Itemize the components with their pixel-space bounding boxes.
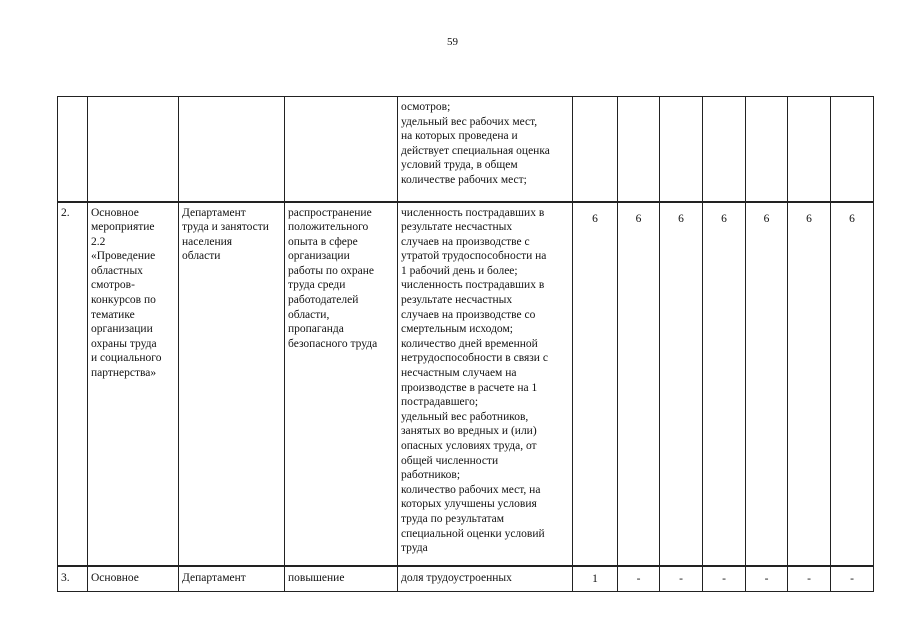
indicator-line: результате несчастных bbox=[401, 221, 513, 234]
value: - bbox=[636, 572, 641, 585]
row-number: 2. bbox=[61, 206, 70, 219]
indicator-line: работников; bbox=[401, 469, 461, 482]
indicator-line: труда по результатам bbox=[401, 512, 505, 525]
content-line: безопасного труда bbox=[288, 337, 378, 350]
name-line: организации bbox=[91, 323, 153, 336]
indicator-line: занятых во вредных и (или) bbox=[401, 425, 537, 438]
row-number: 3. bbox=[61, 571, 70, 584]
value-cell bbox=[573, 97, 618, 202]
name-cell bbox=[88, 97, 179, 202]
value-cell bbox=[746, 566, 788, 592]
table-row bbox=[58, 566, 874, 592]
value-cell bbox=[660, 566, 703, 592]
indicator-line: результате несчастных bbox=[401, 294, 513, 307]
value-cell bbox=[788, 566, 831, 592]
indicator-line: на которых проведена и bbox=[401, 130, 518, 143]
indicator-line: общей численности bbox=[401, 454, 499, 467]
indicator-line: осмотров; bbox=[401, 101, 451, 113]
indicator-line: численность пострадавших в bbox=[401, 279, 545, 292]
indicator-line: опасных условиях труда, от bbox=[401, 440, 537, 452]
value: - bbox=[764, 572, 769, 585]
indicator-line: смертельным исходом; bbox=[401, 323, 513, 336]
value-cell bbox=[703, 97, 746, 202]
value-cell bbox=[618, 202, 660, 566]
row-number-cell bbox=[58, 566, 88, 592]
value: 6 bbox=[678, 212, 684, 225]
value-cell bbox=[831, 97, 874, 202]
content-line: распространение bbox=[288, 206, 372, 219]
name-cell bbox=[88, 202, 179, 566]
content-line: пропаганда bbox=[288, 323, 344, 336]
indicator-line: действует специальная оценка bbox=[401, 144, 550, 157]
name-line: Основное bbox=[91, 206, 139, 219]
content-line: повышение bbox=[288, 571, 345, 584]
content-line: области, bbox=[288, 308, 330, 321]
value-cell bbox=[618, 566, 660, 592]
executor-line: труда и занятости bbox=[182, 221, 269, 234]
name-line: областных bbox=[91, 264, 143, 277]
value-cell bbox=[703, 566, 746, 592]
content-line: работодателей bbox=[288, 294, 359, 307]
name-line: конкурсов по bbox=[91, 294, 156, 307]
value: - bbox=[807, 572, 811, 585]
indicator-line: которых улучшены условия bbox=[401, 498, 537, 511]
value-cell bbox=[618, 97, 660, 202]
executor-cell bbox=[179, 97, 285, 202]
value: 6 bbox=[635, 212, 642, 225]
table-row bbox=[58, 97, 874, 202]
value: 1 bbox=[592, 572, 598, 585]
value-cell bbox=[788, 202, 831, 566]
row-number-cell bbox=[58, 97, 88, 202]
measures-table bbox=[57, 96, 874, 592]
value: - bbox=[722, 572, 726, 585]
row-number-cell bbox=[58, 202, 88, 566]
value: - bbox=[850, 572, 854, 585]
content-cell bbox=[285, 202, 398, 566]
indicator-line: случаев на производстве со bbox=[401, 308, 536, 321]
value-cell bbox=[746, 202, 788, 566]
name-line: «Проведение bbox=[91, 250, 156, 263]
page-number: 59 bbox=[447, 36, 458, 48]
indicator-cell bbox=[398, 566, 573, 592]
indicator-line: количестве рабочих мест; bbox=[401, 173, 527, 186]
value-cell bbox=[746, 97, 788, 202]
indicator-cell bbox=[398, 97, 573, 202]
indicator-line: удельный вес рабочих мест, bbox=[401, 115, 538, 128]
value: 6 bbox=[849, 212, 855, 225]
indicator-line: условий труда, в общем bbox=[401, 159, 518, 172]
name-line: смотров- bbox=[91, 279, 135, 292]
indicator-line: доля трудоустроенных bbox=[401, 571, 512, 584]
value-cell bbox=[660, 97, 703, 202]
content-line: организации bbox=[288, 250, 350, 263]
executor-cell bbox=[179, 566, 285, 592]
value-cell bbox=[573, 566, 618, 592]
value-cell bbox=[703, 202, 746, 566]
executor-line: Департамент bbox=[182, 571, 246, 584]
content-cell bbox=[285, 566, 398, 592]
value: 6 bbox=[763, 212, 770, 225]
value: 6 bbox=[592, 212, 598, 225]
indicator-line: количество дней временной bbox=[401, 337, 538, 350]
name-line: 2.2 bbox=[91, 235, 106, 248]
value-cell bbox=[831, 202, 874, 566]
value: 6 bbox=[806, 212, 812, 225]
value: 6 bbox=[721, 212, 727, 225]
content-line: труда среди bbox=[288, 279, 346, 292]
value-cell bbox=[573, 202, 618, 566]
executor-line: населения bbox=[182, 235, 233, 248]
indicator-line: количество рабочих мест, на bbox=[401, 483, 541, 496]
indicator-line: утратой трудоспособности на bbox=[401, 250, 547, 263]
indicator-line: численность пострадавших в bbox=[401, 206, 545, 219]
name-cell bbox=[88, 566, 179, 592]
indicator-line: пострадавшего; bbox=[401, 396, 479, 409]
value-cell bbox=[788, 97, 831, 202]
value-cell bbox=[660, 202, 703, 566]
executor-cell bbox=[179, 202, 285, 566]
name-line: охраны труда bbox=[91, 337, 157, 350]
content-cell bbox=[285, 97, 398, 202]
name-line: партнерства» bbox=[91, 367, 157, 380]
table-row bbox=[58, 202, 874, 566]
name-line: Основное bbox=[91, 571, 139, 584]
value-cell bbox=[831, 566, 874, 592]
value: - bbox=[679, 572, 683, 585]
executor-line: Департамент bbox=[182, 206, 246, 219]
indicator-line: труда bbox=[401, 542, 428, 555]
indicator-line: нетрудоспособности в связи с bbox=[401, 352, 548, 365]
name-line: и социального bbox=[91, 352, 162, 365]
indicator-line: 1 рабочий день и более; bbox=[401, 264, 518, 277]
executor-line: области bbox=[182, 250, 221, 263]
content-line: опыта в сфере bbox=[288, 235, 358, 248]
name-line: мероприятие bbox=[91, 221, 155, 234]
indicator-line: производстве в расчете на 1 bbox=[401, 381, 538, 394]
content-line: работы по охране bbox=[288, 264, 375, 277]
content-line: положительного bbox=[288, 221, 369, 234]
indicator-line: случаев на производстве с bbox=[401, 235, 530, 248]
indicator-line: несчастным случаем на bbox=[401, 367, 517, 380]
indicator-cell bbox=[398, 202, 573, 566]
indicator-line: удельный вес работников, bbox=[401, 410, 529, 423]
indicator-line: специальной оценки условий bbox=[401, 527, 545, 540]
name-line: тематике bbox=[91, 308, 135, 321]
